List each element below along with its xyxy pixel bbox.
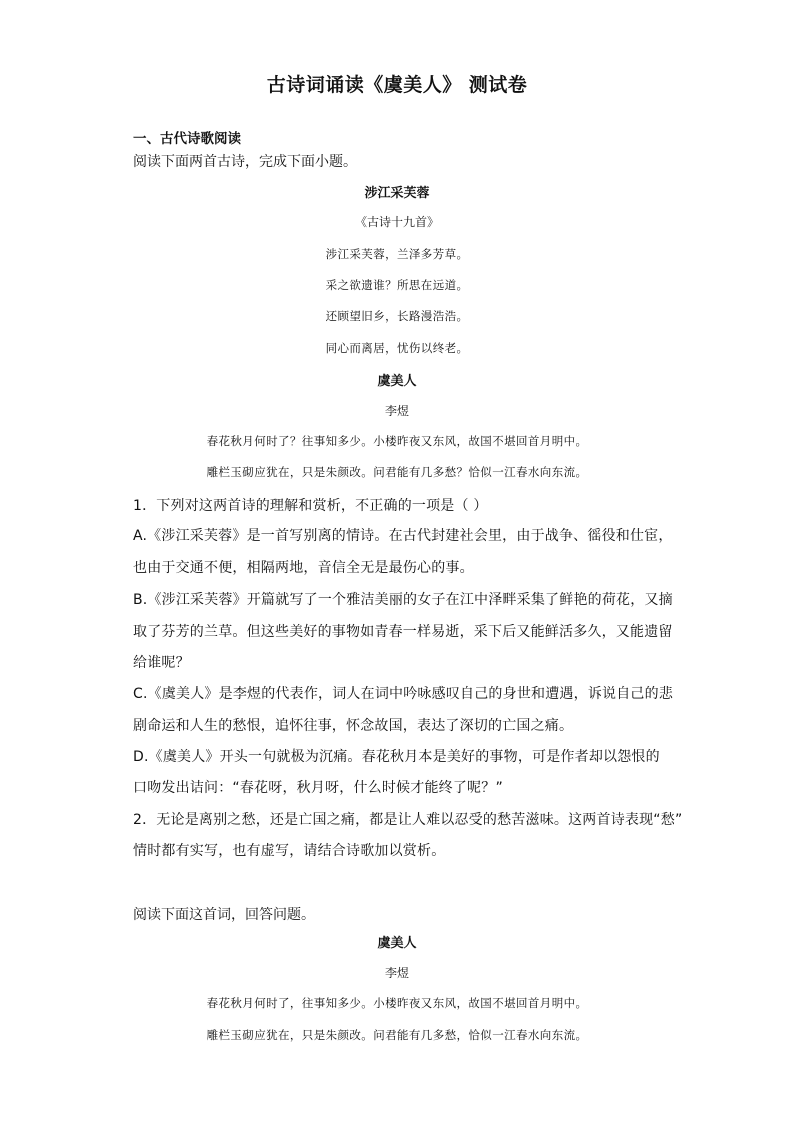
poem-title: 涉江采芙蓉 [364, 186, 430, 201]
poem-source: 《古诗十九首》 [354, 215, 439, 229]
poem-line: 涉江采芙蓉，兰泽多芳草。 [325, 247, 469, 261]
poem-line: 春花秋月何时了？往事知多少。小楼昨夜又东风，故国不堪回首月明中。 [206, 434, 588, 448]
option-d: D.《虞美人》开头一句就极为沉痛。春花秋月本是美好的事物，可是作者却以怨恨的 [133, 749, 660, 765]
question-2: 情时都有实写，也有虚写，请结合诗歌加以赏析。 [133, 843, 446, 859]
poem-title: 虞美人 [377, 374, 417, 389]
poem-line: 雕栏玉砌应犹在，只是朱颜改。问君能有几多愁？恰似一江春水向东流。 [206, 465, 588, 479]
option-a: 也由于交通不便，相隔两地，音信全无是最伤心的事。 [133, 560, 474, 576]
option-b: B.《涉江采芙蓉》开篇就写了一个雅洁美丽的女子在江中泽畔采集了鲜艳的荷花，又摘 [133, 592, 673, 608]
poem-line: 还顾望旧乡，长路漫浩浩。 [325, 309, 469, 323]
option-c: C.《虞美人》是李煜的代表作，词人在词中吟咏感叹自己的身世和遭遇，诉说自己的悲 [133, 686, 674, 702]
poem-title: 虞美人 [377, 936, 417, 951]
question-2: 2．无论是离别之愁，还是亡国之痛，都是让人难以忍受的愁苦滋味。这两首诗表现“愁” [133, 812, 683, 828]
question-stem: 1．下列对这两首诗的理解和赏析，不正确的一项是（ ） [133, 498, 488, 514]
option-b: 取了芬芳的兰草。但这些美好的事物如青春一样易逝，采下后又能鲜活多久，又能遗留 [133, 624, 673, 640]
option-d: 口吻发出诘问：“春花呀，秋月呀，什么时候才能终了呢？” [133, 780, 503, 796]
poem-line: 采之欲遗谁？所思在远道。 [325, 278, 469, 292]
instruction-text: 阅读下面两首古诗，完成下面小题。 [133, 154, 357, 170]
poem-author: 李煜 [384, 404, 409, 418]
option-a: A.《涉江采芙蓉》是一首写别离的情诗。在古代封建社会里，由于战争、徭役和仕宦， [133, 528, 673, 544]
poem-line: 同心而离居，忧伤以终老。 [325, 341, 469, 355]
poem-author: 李煜 [384, 966, 409, 980]
poem-line: 雕栏玉砌应犹在，只是朱颜改。问君能有几多愁，恰似一江春水向东流。 [206, 1028, 588, 1042]
section-heading: 一、古代诗歌阅读 [133, 131, 241, 147]
option-b: 给谁呢？ [133, 655, 190, 671]
page-title: 古诗词诵读《虞美人》 测试卷 [266, 74, 528, 96]
instruction-text: 阅读下面这首词，回答问题。 [133, 907, 315, 923]
poem-line: 春花秋月何时了，往事知多少。小楼昨夜又东风，故国不堪回首月明中。 [206, 996, 588, 1010]
option-c: 剧命运和人生的愁恨，追怀往事，怀念故国，表达了深切的亡国之痛。 [133, 718, 574, 734]
